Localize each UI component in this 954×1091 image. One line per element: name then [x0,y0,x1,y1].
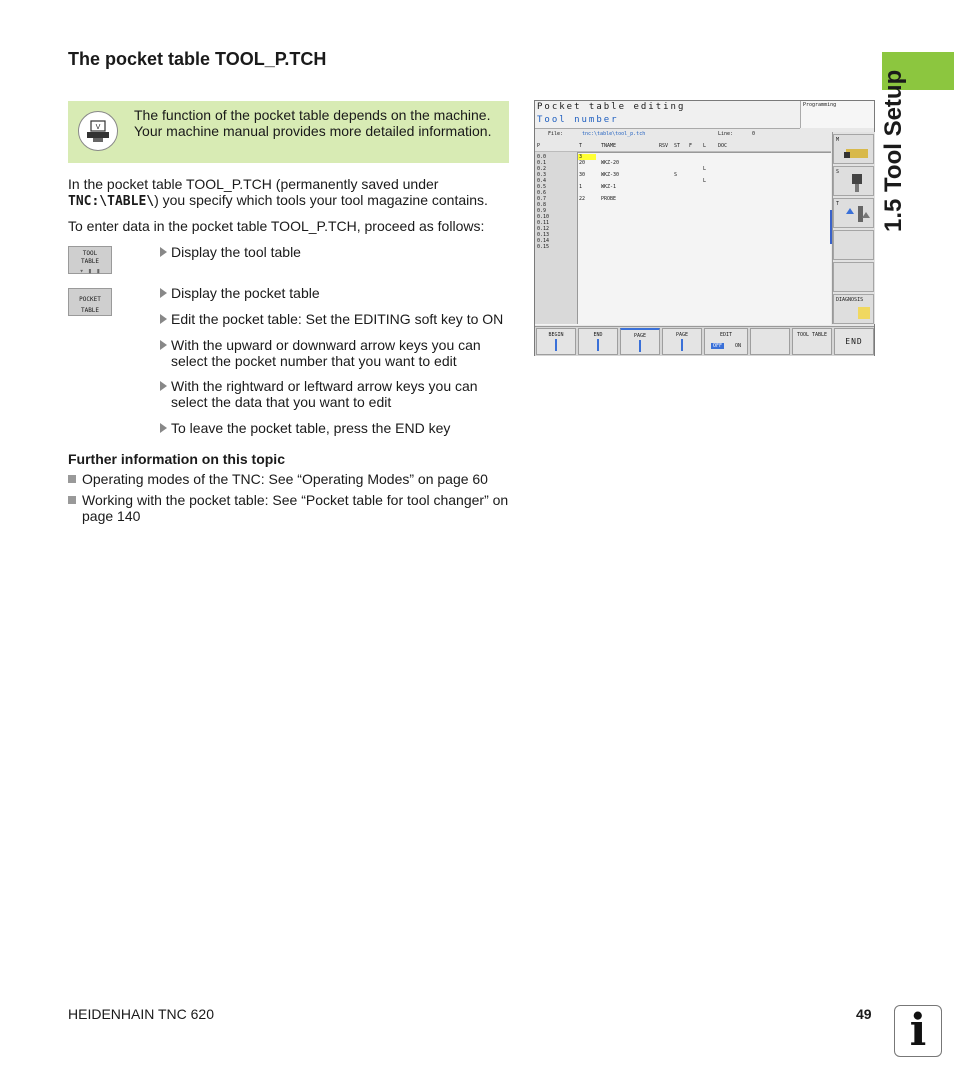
vkey-m[interactable] [833,134,874,164]
hkey-label: EDIT [719,332,733,338]
table-cell-l[interactable]: L [703,166,707,172]
magazine-icon [842,143,872,163]
intro-paragraph [68,176,508,210]
pocket-number[interactable]: 0.1 [537,160,547,166]
diagnosis-icon [854,305,874,321]
table-cell-t[interactable]: 1 [579,184,583,190]
hkey-label: PAGE [675,332,689,338]
pocket-number[interactable]: 0.3 [537,172,547,178]
table-cell-t[interactable]: 20 [579,160,586,166]
step-text: To leave the pocket table, press the END key [171,420,451,436]
pocket-number[interactable]: 0.11 [537,220,550,226]
tool-icons: ▾ ▮ ▮ [79,267,101,275]
table-path: TNC:\TABLE\ [68,194,155,209]
page-number: 49 [856,1006,872,1022]
pocket-number[interactable]: 0.0 [537,154,547,160]
pocket-number[interactable]: 0.4 [537,178,547,184]
disabled-softkey [750,328,790,355]
tnc-status: Programming [800,101,874,128]
table-cell-t[interactable]: 3 [579,154,583,160]
enter-instructions: To enter data in the pocket table TOOL_P.TCH, proceed as follows: [68,218,485,234]
page-up-softkey[interactable] [620,328,660,355]
hkey-label: BEGIN [548,332,564,338]
bullet-icon [68,496,76,504]
edit-softkey[interactable] [704,328,748,355]
hkey-label: PAGE [633,333,647,339]
line-label: Line: [718,131,734,137]
table-cell-t[interactable]: 22 [579,196,586,202]
svg-text:V: V [95,123,101,131]
vkey-diagnosis[interactable] [833,294,874,324]
column-header: T [579,143,583,149]
begin-softkey[interactable] [536,328,576,355]
table-cell-tname[interactable]: WKZ-1 [601,184,617,190]
tool-change-icon [842,204,872,226]
step-text: Edit the pocket table: Set the EDITING soft key to ON [171,311,504,327]
step-arrow-icon [160,423,167,433]
edit-on-toggle: ON [735,343,742,349]
chapter-title: 1.5 Tool Setup [880,70,907,233]
hkey-label: END [845,337,863,346]
table-cell-tname[interactable]: WKZ-20 [601,160,620,166]
step-arrow-icon [160,247,167,257]
step [160,311,503,327]
further-info-item [68,492,527,524]
pocket-number[interactable]: 0.13 [537,232,550,238]
step [160,378,511,410]
file-label: File: [548,131,564,137]
vkey-empty-2[interactable] [833,262,874,292]
tnc-rows [535,154,831,324]
step [160,420,450,436]
note-text: The function of the pocket table depends on the machine. Your machine manual provides more detailed information. [134,107,492,139]
column-header: F [689,143,693,149]
step-arrow-icon [160,314,167,324]
step-text: With the rightward or leftward arrow keys you can select the data that you want to edit [171,378,478,410]
further-info-link[interactable]: Operating modes of the TNC: See “Operating Modes” on page 60 [82,471,488,487]
intro-line2: ) you specify which tools your tool magazine contains. [154,192,488,208]
pocket-number[interactable]: 0.14 [537,238,550,244]
machine-icon [78,111,118,151]
pocket-number[interactable]: 0.10 [537,214,550,220]
bullet-icon [68,475,76,483]
table-cell-l[interactable]: L [703,178,707,184]
hkey-label: TOOL TABLE [796,332,828,338]
arrow-down-icon [597,339,599,351]
tool-table-hkey[interactable] [792,328,832,355]
end-softkey[interactable] [834,328,874,355]
arrow-up-icon [555,339,557,351]
vkey-label: M [836,137,840,143]
softkey-label: TABLE [80,258,100,265]
step [160,285,320,301]
info-glyph: i [909,1005,927,1056]
pocket-number[interactable]: 0.8 [537,202,547,208]
step-text: With the upward or downward arrow keys you can select the pocket number that you want to edit [171,337,481,369]
section-title: The pocket table TOOL_P.TCH [68,49,327,69]
info-icon [894,1005,942,1057]
step [160,337,511,369]
further-info-link[interactable]: Working with the pocket table: See “Pocket table for tool changer” on page 140 [82,492,509,524]
pocket-number[interactable]: 0.15 [537,244,550,250]
column-header: P [537,143,541,149]
table-cell-tname[interactable]: PROBE [601,196,617,202]
pocket-number[interactable]: 0.5 [537,184,547,190]
table-cell-t[interactable]: 30 [579,172,586,178]
column-header: RSV [659,143,669,149]
softkey-label: POCKET [79,296,101,303]
column-header: DOC [718,143,728,149]
further-info-item [68,471,508,487]
tnc-table-header [535,141,831,152]
step-arrow-icon [160,340,167,350]
column-header: L [703,143,707,149]
pocket-number[interactable]: 0.9 [537,208,547,214]
pocket-table-softkey [68,288,112,316]
edit-off-toggle: OFF [712,343,722,349]
column-header: ST [674,143,681,149]
step [160,244,301,260]
page-down-softkey[interactable] [662,328,702,355]
softkey-label: TOOL [82,250,98,257]
vkey-empty-1[interactable] [833,230,874,260]
vkey-label: S [836,169,840,175]
arrow-down-icon [681,339,683,351]
tnc-file-line [535,129,831,139]
vkey-label: T [836,201,840,207]
step-text: Display the tool table [171,244,301,260]
pocket-number[interactable]: 0.6 [537,190,547,196]
step-text: Display the pocket table [171,285,320,301]
line-value: 0 [752,131,756,137]
step-arrow-icon [160,381,167,391]
pocket-number[interactable]: 0.7 [537,196,547,202]
softkey-label: TABLE [80,307,100,314]
intro-line1: In the pocket table TOOL_P.TCH (permanently saved under [68,176,439,192]
hkey-label: END [593,332,603,338]
further-info-heading: Further information on this topic [68,451,285,467]
end-arrow-softkey[interactable] [578,328,618,355]
file-path: tnc:\table\tool_p.tch [582,131,646,137]
vkey-s[interactable] [833,166,874,196]
pocket-number[interactable]: 0.12 [537,226,550,232]
footer-product: HEIDENHAIN TNC 620 [68,1006,215,1022]
spindle-icon [842,172,872,194]
pocket-number[interactable]: 0.2 [537,166,547,172]
table-cell-f[interactable]: S [674,172,678,178]
tnc-mode-title: Pocket table editing [537,102,686,112]
tnc-field-label: Tool number [537,115,619,125]
tool-table-softkey [68,246,112,274]
column-header: TNAME [601,143,617,149]
table-cell-tname[interactable]: WKZ-30 [601,172,620,178]
vkey-label: DIAGNOSIS [836,297,864,303]
step-arrow-icon [160,288,167,298]
arrow-up-icon [639,340,641,352]
vkey-t[interactable] [833,198,874,228]
